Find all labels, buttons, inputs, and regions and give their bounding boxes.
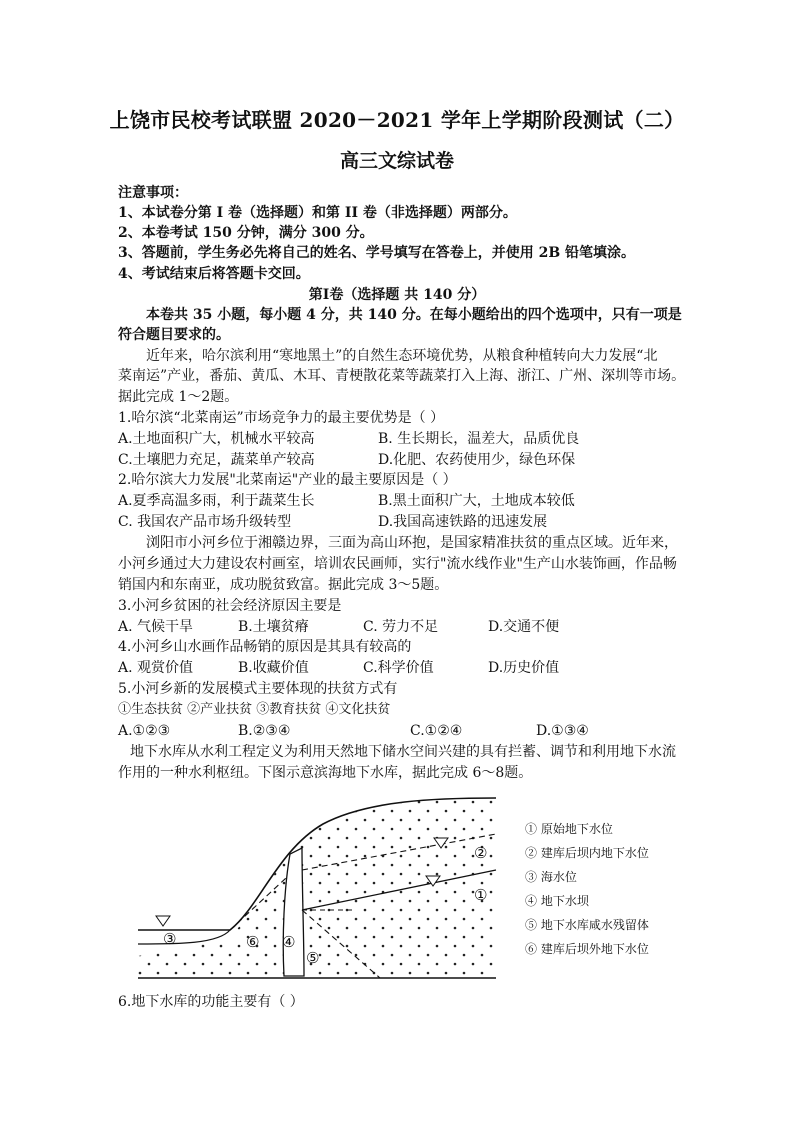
section-intro-line2: 符合题目要求的。: [118, 327, 230, 343]
q2-option-b: B.黑土面积广大，土地成本较低: [378, 493, 575, 509]
passage1-line2: 菜南运”产业，番茄、黄瓜、木耳、青梗散花菜等蔬菜打入上海、浙江、广州、深圳等市场。: [118, 368, 686, 384]
q2-option-a: A.夏季高温多雨，利于蔬菜生长: [118, 493, 315, 509]
q3-option-d: D.交通不便: [488, 619, 560, 635]
q5-option-a: A.①②③: [118, 723, 171, 739]
figure-mark-1: ①: [474, 886, 488, 904]
q4-stem: 4.小河乡山水画作品畅销的原因是其具有较高的: [118, 639, 412, 655]
legend-item-2: ② 建库后坝内地下水位: [525, 846, 649, 860]
q4-option-c: C.科学价值: [363, 660, 434, 676]
q3-option-a: A. 气候干旱: [118, 619, 194, 635]
exam-title: 上饶市民校考试联盟 2020－2021 学年上学期阶段测试（二）: [109, 108, 685, 132]
notice-item-1: 1、本试卷分第 I 卷（选择题）和第 II 卷（非选择题）两部分。: [118, 205, 517, 221]
q3-option-c: C. 劳力不足: [363, 619, 439, 635]
notice-heading: 注意事项：: [118, 185, 188, 201]
passage1-line1: 近年来，哈尔滨利用“寒地黑土”的自然生态环境优势，从粮食种植转向大力发展“北: [146, 348, 658, 364]
q2-stem: 2.哈尔滨大力发展"北菜南运"产业的最主要原因是（ ）: [118, 472, 457, 488]
passage2-line3: 销国内和东南亚，成功脱贫致富。据此完成 3～5题。: [118, 577, 449, 593]
figure-mark-5: ⑤: [306, 949, 320, 967]
passage1-line3: 据此完成 1～2题。: [118, 389, 239, 405]
figure-mark-2: ②: [474, 844, 488, 862]
legend-item-5: ⑤ 地下水库咸水残留体: [525, 918, 649, 932]
q1-stem: 1.哈尔滨“北菜南运”市场竞争力的最主要优势是（ ）: [118, 410, 445, 426]
legend-item-1: ① 原始地下水位: [525, 822, 613, 836]
passage3-line2: 作用的一种水利枢纽。下图示意滨海地下水库，据此完成 6～8题。: [118, 765, 533, 781]
reservoir-diagram: [118, 788, 518, 988]
q2-option-c: C. 我国农产品市场升级转型: [118, 514, 292, 530]
passage2-line1: 浏阳市小河乡位于湘赣边界，三面为高山环抱，是国家精准扶贫的重点区域。近年来，: [146, 535, 678, 551]
figure-mark-4: ④: [282, 933, 296, 951]
section-heading: 第Ⅰ卷（选择题 共 140 分）: [308, 287, 486, 303]
passage3-line1: 地下水库从水利工程定义为利用天然地下储水空间兴建的具有拦蓄、调节和利用地下水流: [130, 744, 676, 760]
legend-item-3: ③ 海水位: [525, 870, 577, 884]
section-intro-line1: 本卷共 35 小题，每小题 4 分，共 140 分。在每小题给出的四个选项中，只有一项是: [146, 307, 682, 323]
figure-mark-3: ③: [163, 930, 177, 948]
passage2-line2: 小河乡通过大力建设农村画室，培训农民画师，实行"流水线作业"生产山水装饰画，作品畅: [118, 556, 677, 572]
q5-choices: ①生态扶贫 ②产业扶贫 ③教育扶贫 ④文化扶贫: [118, 702, 391, 717]
legend-item-6: ⑥ 建库后坝外地下水位: [525, 942, 649, 956]
water-level-marker-sea: [156, 916, 170, 926]
q2-option-d: D.我国高速铁路的迅速发展: [378, 514, 548, 530]
sea-water: [138, 926, 234, 940]
q1-option-d: D.化肥、农药使用少，绿色环保: [378, 452, 576, 468]
q5-option-b: B.②③④: [238, 723, 291, 739]
legend-item-4: ④ 地下水坝: [525, 894, 589, 908]
notice-item-2: 2、本卷考试 150 分钟，满分 300 分。: [118, 225, 374, 241]
q5-option-c: C.①②④: [410, 723, 463, 739]
q4-option-b: B.收藏价值: [238, 660, 309, 676]
q6-stem: 6.地下水库的功能主要有（ ）: [118, 994, 304, 1010]
q1-option-c: C.土壤肥力充足，蔬菜单产较高: [118, 452, 315, 468]
figure-mark-6: ⑥: [246, 933, 260, 951]
q3-stem: 3.小河乡贫困的社会经济原因主要是: [118, 598, 342, 614]
q5-option-d: D.①③④: [536, 723, 589, 739]
q4-option-d: D.历史价值: [488, 660, 560, 676]
q1-option-a: A.土地面积广大，机械水平较高: [118, 431, 315, 447]
exam-subtitle: 高三文综试卷: [339, 150, 454, 172]
notice-item-4: 4、考试结束后将答题卡交回。: [118, 266, 310, 282]
q3-option-b: B.土壤贫瘠: [238, 619, 309, 635]
q1-option-b: B. 生长期长，温差大，品质优良: [378, 431, 580, 447]
notice-item-3: 3、答题前，学生务必先将自己的姓名、学号填写在答卷上，并使用 2B 铅笔填涂。: [118, 245, 636, 261]
q5-stem: 5.小河乡新的发展模式主要体现的扶贫方式有: [118, 681, 398, 697]
q4-option-a: A. 观赏价值: [118, 660, 194, 676]
